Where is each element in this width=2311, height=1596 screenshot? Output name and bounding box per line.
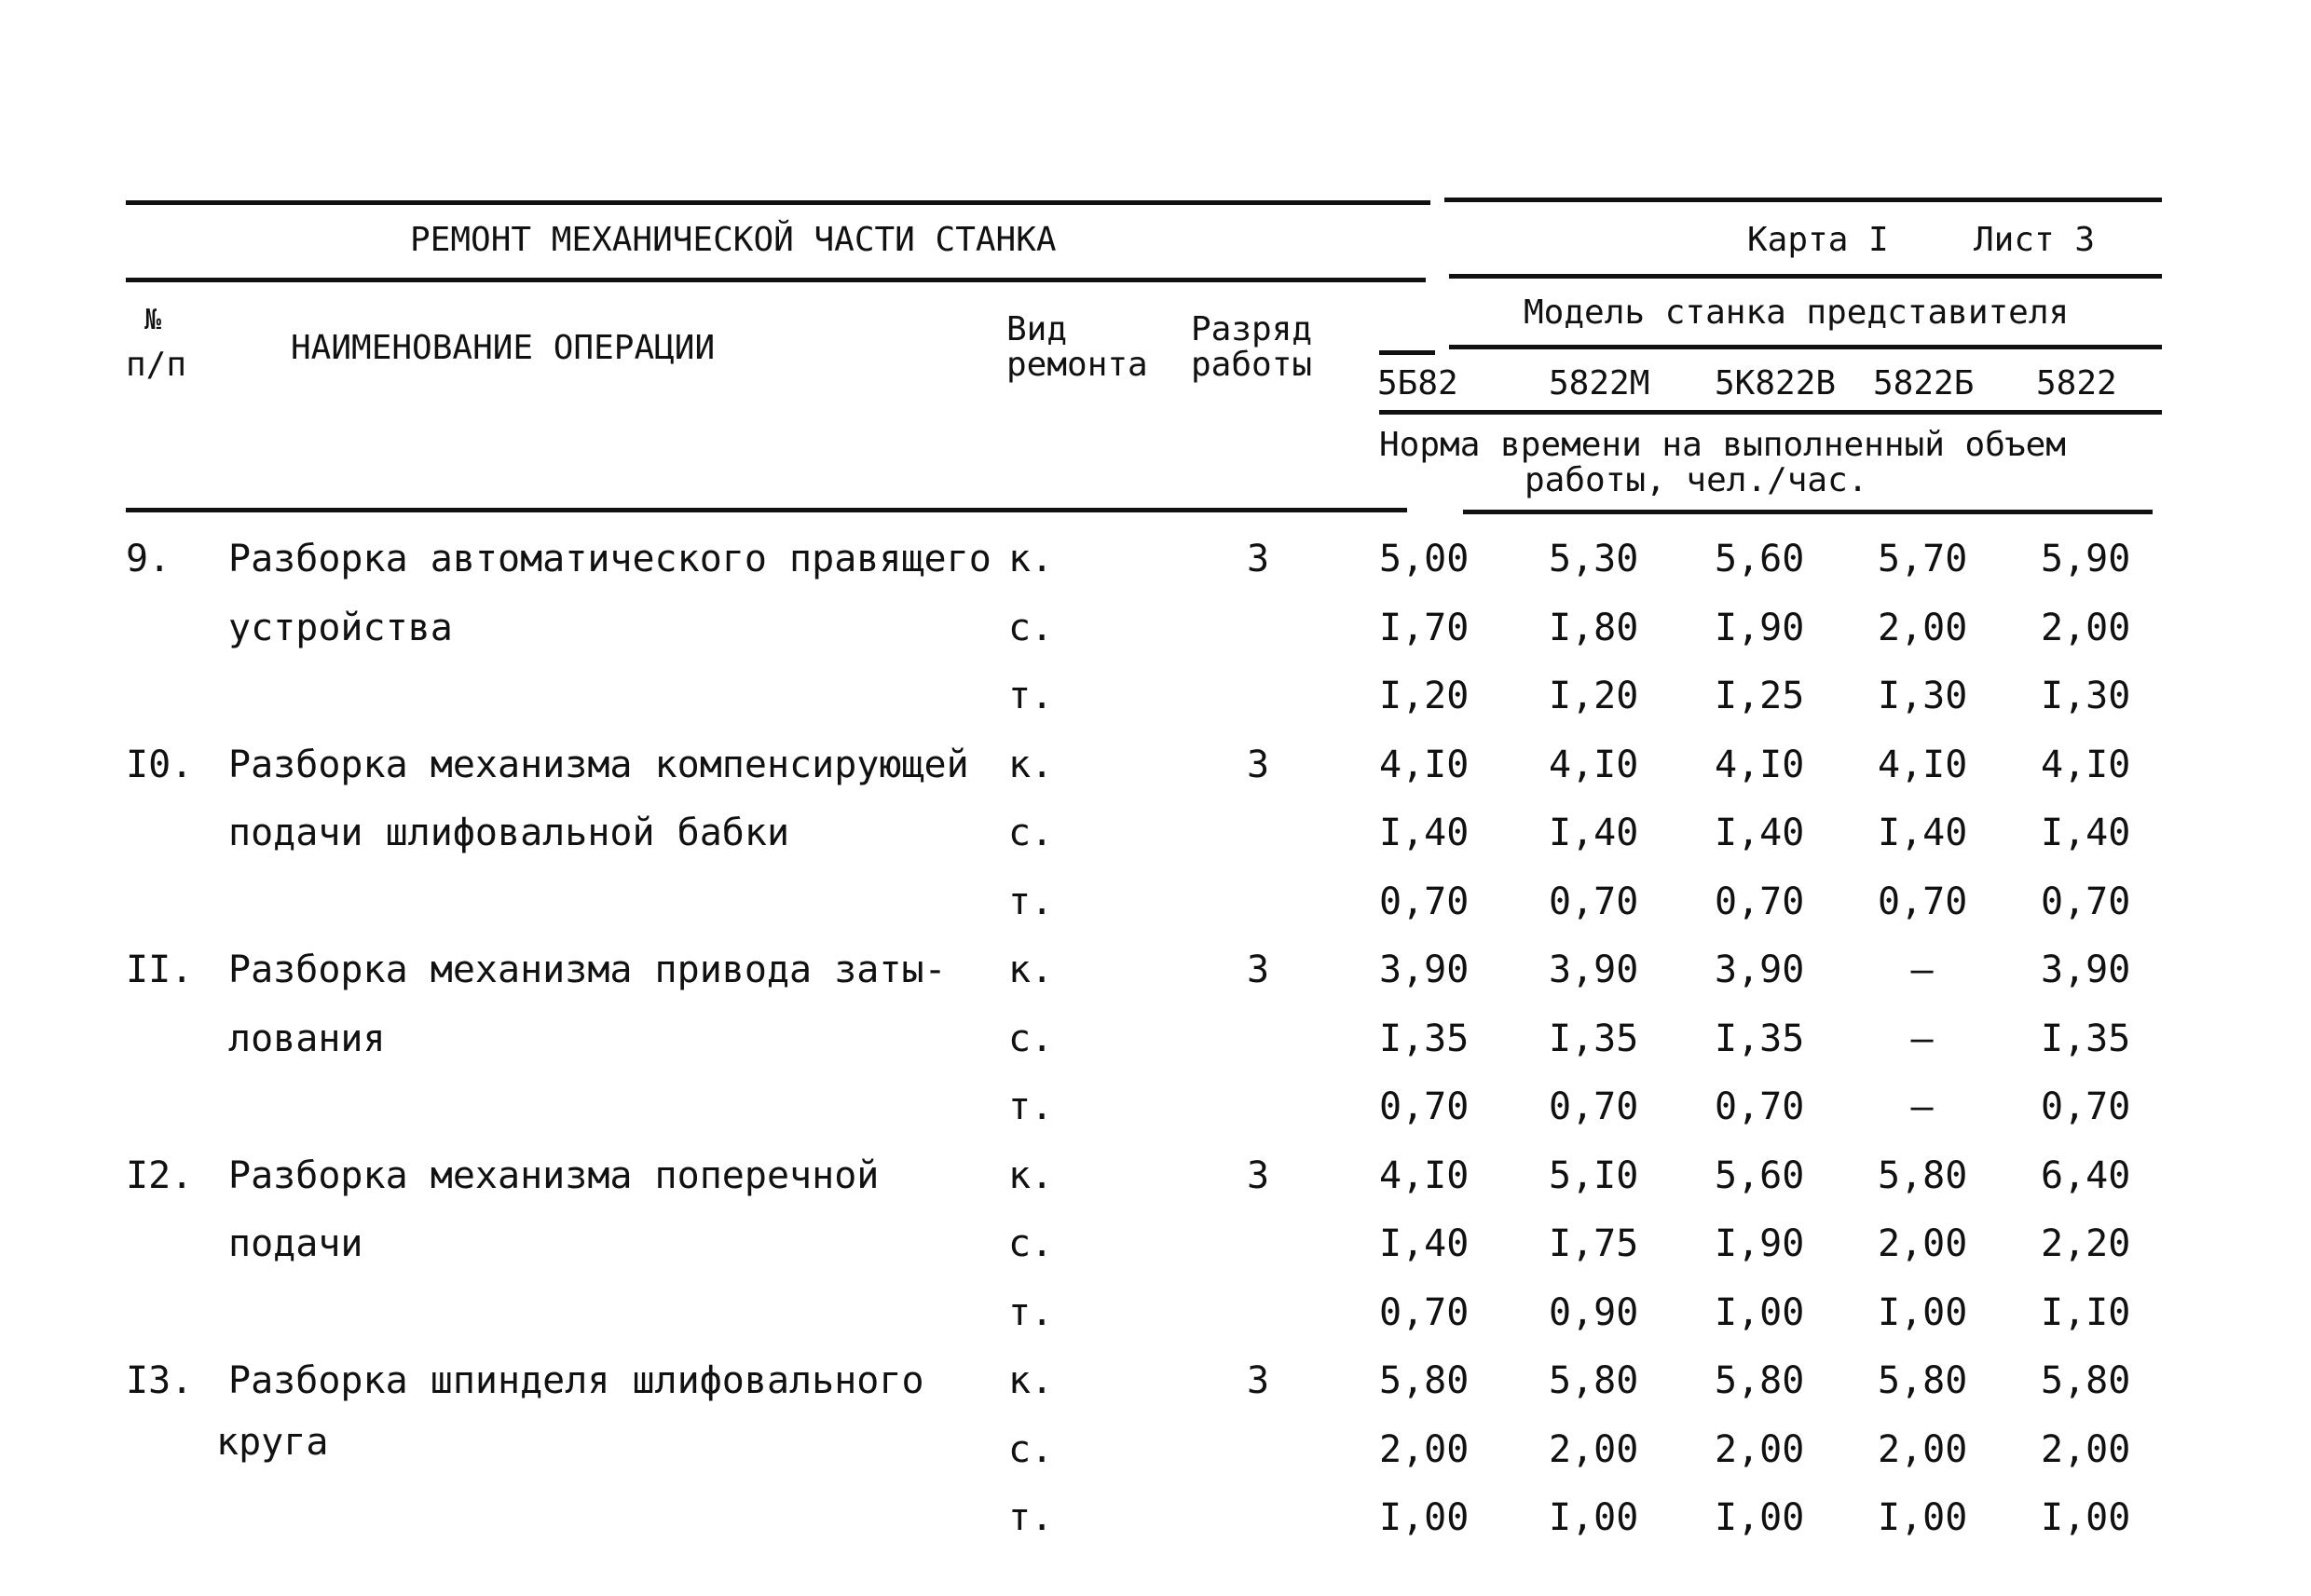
norm-value: 5,80 — [1379, 1359, 1470, 1402]
repair-type-label: к. — [1008, 743, 1054, 786]
norm-value: 4,I0 — [2041, 743, 2131, 786]
norm-value: 2,00 — [1878, 1222, 1968, 1265]
norm-value: 4,I0 — [1878, 743, 1968, 786]
operation-number: II. — [126, 948, 194, 991]
norm-value: 2,20 — [2041, 1222, 2131, 1265]
col-num-symbol: № — [144, 304, 162, 336]
norm-value: I,00 — [1878, 1496, 1968, 1539]
norm-value: 0,70 — [1715, 880, 1805, 923]
norm-value: I,20 — [1549, 675, 1639, 717]
operation-number: I0. — [126, 743, 194, 786]
operation-name-line: круга — [216, 1420, 329, 1464]
operation-grade: 3 — [1247, 743, 1270, 786]
col-num-label: п/п — [126, 346, 187, 384]
operation-number: 9. — [126, 538, 171, 580]
model-5822: 5822 — [2036, 364, 2117, 402]
norm-value: 5,80 — [1549, 1359, 1639, 1402]
model-group-header: Модель станка представителя — [1524, 293, 2070, 332]
norm-value: 5,60 — [1715, 1153, 1805, 1197]
repair-type-label: к. — [1008, 1153, 1054, 1197]
norm-value: 4,I0 — [1379, 743, 1470, 786]
norm-value: 0,70 — [1379, 1085, 1470, 1128]
norm-value: I,90 — [1715, 606, 1805, 649]
repair-type-label: т. — [1008, 880, 1054, 923]
norm-value: I,25 — [1715, 675, 1805, 717]
norm-value: 5,00 — [1379, 538, 1470, 580]
operation-grade: 3 — [1247, 1153, 1270, 1197]
model-5822m: 5822М — [1549, 364, 1650, 402]
norm-value: I,35 — [2041, 1016, 2131, 1060]
norm-value: I,35 — [1549, 1016, 1639, 1060]
norm-value: I,35 — [1715, 1016, 1805, 1060]
norm-value: 4,I0 — [1549, 743, 1639, 786]
repair-type-label: т. — [1008, 1085, 1054, 1128]
operation-number: I3. — [126, 1359, 194, 1402]
repair-type-label: с. — [1008, 1222, 1054, 1265]
col-repair-type-line2: ремонта — [1006, 346, 1148, 384]
norm-value: 0,70 — [1549, 880, 1639, 923]
header-bottom-rule-left — [126, 508, 1407, 512]
operation-grade: 3 — [1247, 538, 1270, 580]
header-bottom-rule-right — [1463, 510, 2153, 514]
title-rule-left — [126, 278, 1426, 282]
repair-type-label: с. — [1008, 812, 1054, 854]
norm-value: I,00 — [2041, 1496, 2131, 1539]
norm-value: 3,90 — [2041, 948, 2131, 991]
repair-type-label: с. — [1008, 606, 1054, 649]
operation-name-line: устройства — [228, 606, 453, 649]
norm-value: I,40 — [1878, 812, 1968, 854]
norm-value: I,40 — [1549, 812, 1639, 854]
norm-value: 0,70 — [1379, 1290, 1470, 1334]
repair-type-label: к. — [1008, 1359, 1054, 1402]
norm-value: 3,90 — [1379, 948, 1470, 991]
operation-grade: 3 — [1247, 948, 1270, 991]
norm-value: 2,00 — [1715, 1427, 1805, 1471]
norm-value: 5,90 — [2041, 538, 2131, 580]
norm-value: I,30 — [1878, 675, 1968, 717]
norm-value: 5,I0 — [1549, 1153, 1639, 1197]
norm-value: – — [1910, 948, 1934, 991]
norm-value: I,00 — [1379, 1496, 1470, 1539]
repair-type-label: к. — [1008, 948, 1054, 991]
norm-value: I,40 — [1715, 812, 1805, 854]
repair-type-label: т. — [1008, 1496, 1054, 1539]
top-rule-right — [1444, 198, 2162, 202]
norm-value: 4,I0 — [1379, 1153, 1470, 1197]
operation-name-line: Разборка механизма компенсирующей — [228, 743, 969, 786]
repair-type-label: т. — [1008, 675, 1054, 717]
col-grade-line2: работы — [1191, 346, 1313, 384]
col-repair-type-line1: Вид — [1006, 310, 1068, 348]
operation-grade: 3 — [1247, 1359, 1270, 1402]
model-5k822v: 5К822В — [1715, 364, 1837, 402]
norm-value: 0,70 — [1878, 880, 1968, 923]
norm-value: 5,80 — [1715, 1359, 1805, 1402]
operation-name-line: подачи — [228, 1222, 363, 1265]
norm-value: I,00 — [1878, 1290, 1968, 1334]
models-rule — [1379, 410, 2162, 415]
model-row-short-rule — [1379, 350, 1435, 355]
norm-value: I,90 — [1715, 1222, 1805, 1265]
norm-value: 5,70 — [1878, 538, 1968, 580]
operation-number: I2. — [126, 1153, 194, 1197]
norm-value: I,40 — [1379, 812, 1470, 854]
norm-value: 0,70 — [1549, 1085, 1639, 1128]
norm-value: I,00 — [1715, 1496, 1805, 1539]
norm-value: I,00 — [1715, 1290, 1805, 1334]
norm-value: 5,80 — [1878, 1153, 1968, 1197]
sheet-label: Лист 3 — [1974, 221, 2096, 259]
norm-header-line1: Норма времени на выполненный объем — [1379, 426, 2066, 464]
norm-value: 5,60 — [1715, 538, 1805, 580]
norm-value: – — [1910, 1016, 1934, 1060]
norm-value: I,I0 — [2041, 1290, 2131, 1334]
repair-type-label: к. — [1008, 538, 1054, 580]
norm-value: 2,00 — [1878, 1427, 1968, 1471]
operation-name-line: Разборка автоматического правящего — [228, 538, 991, 580]
operation-name-line: Разборка механизма привода заты- — [228, 948, 947, 991]
repair-type-label: т. — [1008, 1290, 1054, 1334]
operation-name-line: лования — [228, 1016, 386, 1060]
norm-value: I,35 — [1379, 1016, 1470, 1060]
norm-value: 5,80 — [1878, 1359, 1968, 1402]
norm-value: 3,90 — [1715, 948, 1805, 991]
norm-value: 0,70 — [2041, 880, 2131, 923]
norm-value: I,40 — [1379, 1222, 1470, 1265]
repair-type-label: с. — [1008, 1427, 1054, 1471]
norm-value: 3,90 — [1549, 948, 1639, 991]
norm-value: 0,70 — [2041, 1085, 2131, 1128]
norm-value: 2,00 — [2041, 606, 2131, 649]
document-title: РЕМОНТ МЕХАНИЧЕСКОЙ ЧАСТИ СТАНКА — [410, 221, 1057, 259]
model-5822b: 5822Б — [1873, 364, 1975, 402]
card-label: Карта I — [1747, 221, 1889, 259]
operation-name-line: Разборка механизма поперечной — [228, 1153, 880, 1197]
col-name-header: НАИМЕНОВАНИЕ ОПЕРАЦИИ — [291, 329, 716, 367]
norm-value: I,70 — [1379, 606, 1470, 649]
col-grade-line1: Разряд — [1191, 310, 1313, 348]
norm-value: 0,70 — [1379, 880, 1470, 923]
norm-value: 2,00 — [1878, 606, 1968, 649]
norm-value: 0,90 — [1549, 1290, 1639, 1334]
operation-name-line: подачи шлифовальной бабки — [228, 812, 790, 854]
norm-value: I,00 — [1549, 1496, 1639, 1539]
norm-value: 0,70 — [1715, 1085, 1805, 1128]
norm-value: 6,40 — [2041, 1153, 2131, 1197]
norm-value: I,20 — [1379, 675, 1470, 717]
model-5b82: 5Б82 — [1377, 364, 1458, 402]
repair-type-label: с. — [1008, 1016, 1054, 1060]
norm-value: 5,80 — [2041, 1359, 2131, 1402]
operation-name-line: Разборка шпинделя шлифовального — [228, 1359, 924, 1402]
top-rule-left — [126, 200, 1430, 205]
norm-value: I,75 — [1549, 1222, 1639, 1265]
norm-value: I,30 — [2041, 675, 2131, 717]
norm-value: – — [1910, 1085, 1934, 1128]
norm-value: 5,30 — [1549, 538, 1639, 580]
norm-value: 4,I0 — [1715, 743, 1805, 786]
norm-value: I,80 — [1549, 606, 1639, 649]
norm-header-line2: работы, чел./час. — [1525, 461, 1868, 499]
norm-value: 2,00 — [1379, 1427, 1470, 1471]
norm-value: 2,00 — [1549, 1427, 1639, 1471]
model-group-rule — [1449, 345, 2162, 349]
norm-value: I,40 — [2041, 812, 2131, 854]
norm-value: 2,00 — [2041, 1427, 2131, 1471]
title-rule-right — [1449, 274, 2162, 279]
